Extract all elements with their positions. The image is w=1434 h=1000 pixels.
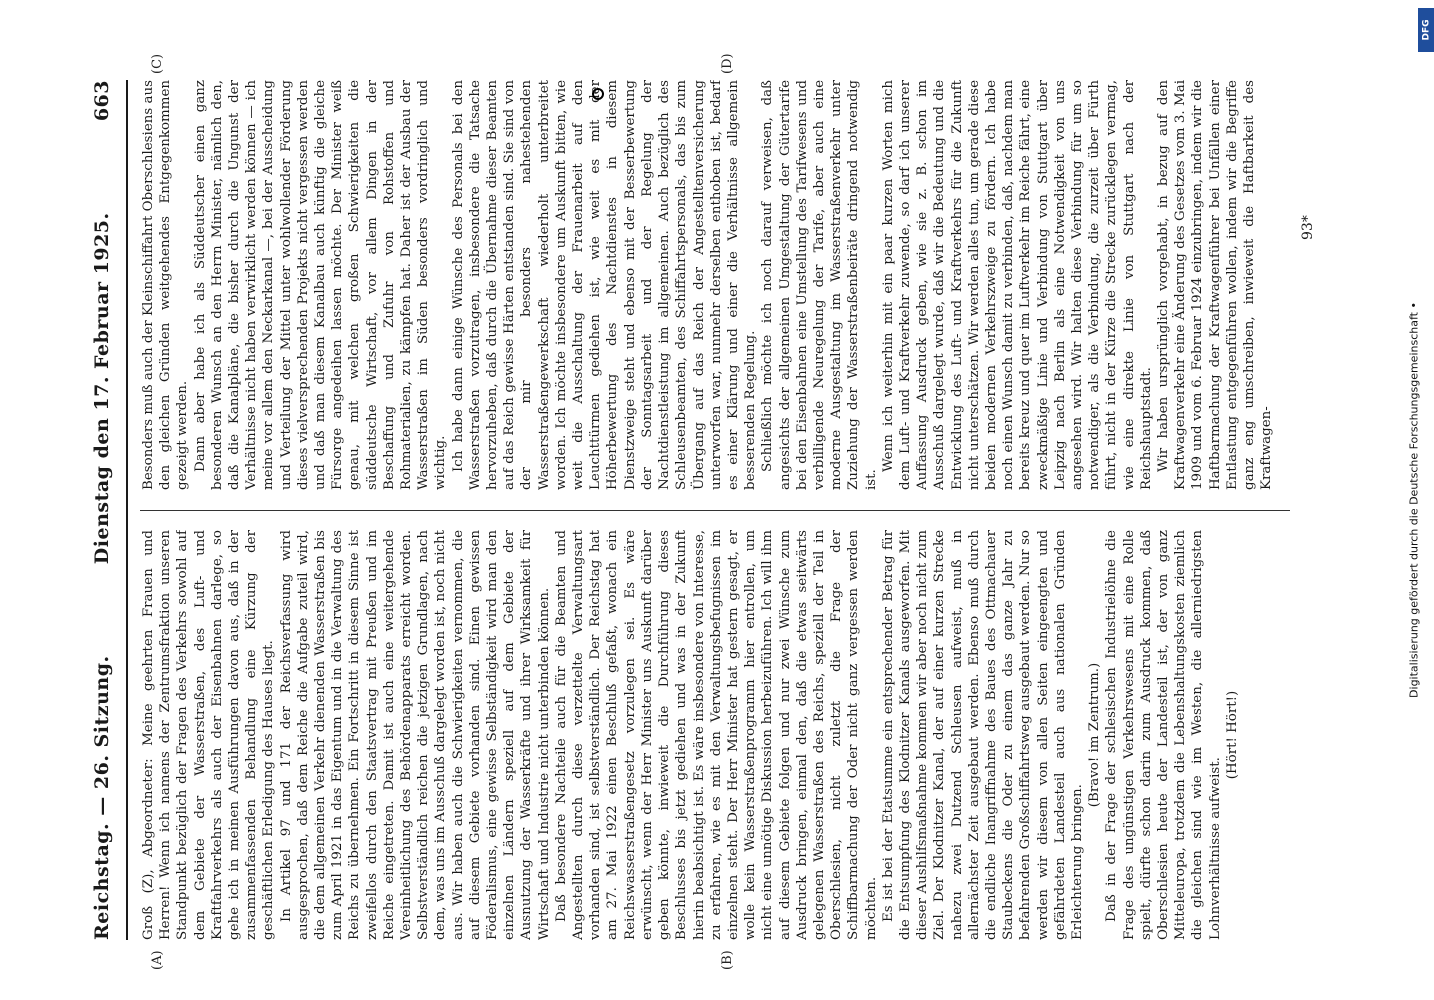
rotated-page-content (80, 53, 1340, 970)
margin-letter-b: (B) (720, 950, 735, 970)
paragraph: Wenn ich weiterhin mit ein paar kurzen Worten mich dem Luft- und Kraftverkehr zuwende, so darf ich unserer Auffassung Ausdruck geben, wie sie z. B. schon im Ausschuß dargelegt wurde, daß wir die Bedeutung und die Entwicklung des Luft- und Kraftverkehrs für die Zukunft nicht unterschätzen. Wir werden alles tun, um gerade diese beiden modernen Verkehrszweige zu fördern. Ich habe noch einen Wunsch damit zu verbinden, daß, nachdem man bereits kreuz und quer im Luftverkehr im Reiche fährt, eine zweckmäßige Linie und Verbindung von Stuttgart über Leipzig nach Berlin als eine Notwendigkeit von uns angesehen wird. Wir halten diese Verbindung für um so notwendiger, als die Verbindung, die zurzeit über Fürth führt, nicht in der Kürze die Strecke zurücklegen vermag, wie eine direkte Linie von Stuttgart nach der Reichshauptstadt. (880, 80, 1154, 490)
paragraph: Daß besondere Nachteile auch für die Beamten und Angestellten durch diese verzettelte Verwaltungsart vorhanden sind, ist selbstverständlich. Der Reichstag hat am 27. Mai 1922 einen Beschluß gefaßt, wonach ein Reichswasserstraßengesetz vorzulegen sei. Es wäre erwünscht, wenn der Herr Minister uns Auskunft darüber geben könnte, inwieweit die Durchführung dieses Beschlusses bis jetzt gediehen und was in der Zukunft hierin beabsichtigt ist. Es wäre insbesondere von Interesse, zu erfahren, wie es mit den Verwaltungsbefugnissen im einzelnen steht. Der Herr Minister hat gestern gesagt, er wolle kein Wasserstraßenprogramm hier entrollen, um nicht eine unnötige Diskussion herbeizuführen. Ich will ihm auf diesem Gebiete folgen und nur zwei Wünsche zum Ausdruck bringen, einmal den, daß die etwas seitwärts gelegenen Wasserstraßen des Reichs, speziell der Teil in Oberschlesien, nicht zuletzt die Frage der Schiffbarmachung der Oder nicht ganz vergessen werden möchten. (553, 530, 879, 940)
paragraph: Dann aber habe ich als Süddeutscher einen ganz besonderen Wunsch an den Herrn Minister, nämlich den, daß die Kanalpläne, die bisher durch die Ungunst der Verhältnisse nicht haben verwirklicht werden können — ich meine vor allem den Neckarkanal —, bei der Ausscheidung und Verteilung der Mittel unter wohlwollender Förderung dieses vielversprechenden Projekts nicht vergessen werden und daß man diesem Kanalbau auch künftig die gleiche Fürsorge angedeihen lassen möchte. Der Minister weiß genau, mit welchen großen Schwierigkeiten die süddeutsche Wirtschaft, vor allem Dingen in der Beschaffung und Zufuhr von Rohstoffen und Rohmaterialien, zu kämpfen hat. Daher ist der Ausbau der Wasserstraßen im Süden besonders vordringlich und wichtig. (192, 80, 449, 490)
paragraph: Besonders muß auch der Kleinschiffahrt Oberschlesiens aus den gleichen Gründen weitgehendes Entgegenkommen gezeigt werden. (141, 80, 191, 490)
margin-mark (592, 88, 604, 100)
paragraph: In Artikel 97 und 171 der Reichsverfassung wird ausgesprochen, daß dem Reiche die Aufgabe zuteil wird, die dem allgemeinen Verkehr dienenden Wasserstraßen bis zum April 1921 in das Eigentum und in die Verwaltung des Reichs zu übernehmen. Ein Fortschritt in diesem Sinne ist zweifellos durch den Staatsvertrag mit Preußen und im Reiche eingetreten. Damit ist auch eine weitergehende Vereinheitlichung des Behördenapparats erreicht worden. Selbstverständlich reichen die jetzigen Grundlagen, nach dem, was uns im Ausschuß dargelegt worden ist, noch nicht aus. Wir haben auch die Schwierigkeiten vernommen, die auf diesem Gebiete vorhanden sind. Einen gewissen Föderalismus, eine gewisse Selbständigkeit wird man den einzelnen Ländern speziell auf dem Gebiete der Ausnutzung der Wasserkräfte und ihrer Wirksamkeit für Wirtschaft und Industrie nicht unterbinden können. (278, 530, 552, 940)
paragraph: Ich habe dann einige Wünsche des Personals bei den Wasserstraßen vorzutragen, insbesondere die Tatsache hervorzuheben, daß durch die Übernahme dieser Beamten auf das Reich gewisse Härten entstanden sind. Sie sind von der mir besonders nahestehenden Wasserstraßengewerkschaft wiederholt unterbreitet worden. Ich möchte insbesondere um Auskunft bitten, wie weit die Ausschaltung der Frauenarbeit auf den Leuchttürmen gediehen ist, wie weit es mit der Höherbewertung des Nachtdienstes in diesem Dienstzweige steht und ebenso mit der Besserbewertung der Sonntagsarbeit und der Regelung der Nachtdienstleistung im allgemeinen. Auch bezüglich des Schleusenbeamten, des Schiffahrtspersonals, das bis zum Übergang auf das Reich der Angestelltenversicherung unterworfen war, nunmehr derselben enthoben ist, bedarf es einer Klärung und einer die Verhältnisse allgemein besserenden Regelung. (450, 80, 759, 490)
header-center: Dienstag den 17. Februar 1925. (91, 212, 113, 565)
column-divider (140, 510, 1290, 511)
paragraph: Es ist bei der Etatsumme ein entsprechender Betrag für die Entsumpfung des Klodnitzer Kanals ausgeworfen. Mit dieser Aushilfsmaßnahme kommen wir aber noch nicht zum Ziel. Der Klodnitzer Kanal, der auf einer kurzen Strecke nahezu zwei Dutzend Schleusen aufweist, muß in allernächster Zeit ausgebaut werden. Ebenso muß durch die endliche Inangriffnahme des Baues des Ottmachauer Staubeckens die Oder zu einem das ganze Jahr zu befahrenden Großschiffahrtsweg ausgebaut werden. Nur so werden wir diesem von allen Seiten eingeengten und gefährdeten Landesteil auch aus nationalen Gründen Erleichterung bringen. (880, 530, 1085, 940)
page-header (80, 80, 124, 940)
paragraph: Wir haben ursprünglich vorgehabt, in bezug auf den Kraftwagenverkehr eine Änderung des Gesetzes vom 3. Mai 1909 und vom 6. Februar 1924 einzubringen, indem wir die Haftbarmachung der Kraftwagenführer bei Unfällen einer Entlastung entgegenführen wollen, indem wir die Begriffe ganz eng umschreiben, inwieweit die Haftbarkeit des Kraftwagen- (1155, 80, 1275, 490)
dfg-logo-text: DFG (1421, 19, 1432, 41)
left-column (140, 530, 1290, 940)
margin-letter-c: (C) (150, 53, 165, 74)
margin-letter-d: (D) (720, 53, 735, 74)
paragraph: Schließlich möchte ich noch darauf verweisen, daß angesichts der allgemeinen Umgestaltung der Gütertarife bei den Eisenbahnen eine Umstellung des Tarifwesens und verbilligende Neuregelung der Tarife, aber auch eine moderne Ausgestaltung im Wasserstraßenverkehr unter Zuziehung der Wasserstraßenbeiräte dringend notwendig ist. (760, 80, 879, 490)
dfg-logo (1418, 8, 1434, 52)
digitization-credit: Digitalisierung gefördert durch die Deutsche Forschungsgemeinschaft • (1407, 302, 1421, 698)
header-rule (126, 80, 128, 940)
interjection: (Bravo! im Zentrum.) (1087, 662, 1103, 808)
interjection: (Hört! Hört!) (1224, 690, 1240, 780)
paragraph: Daß in der Frage der schlesischen Industrielöhne die Frage des ungünstigen Verkehrswesens mit eine Rolle spielt, dürfte schon darin zum Ausdruck kommen, daß Oberschlesien heute der Landesteil ist, der von ganz Mitteleuropa, trotzdem die Lebenshaltungskosten ziemlich die gleichen sind wie im Westen, die allerniedrigsten Lohnverhältnisse aufweist. (1104, 530, 1223, 940)
footnote-signature: 93* (1300, 215, 1316, 240)
paragraph: Groß (Z), Abgeordneter: Meine geehrten Frauen und Herren! Wenn ich namens der Zentrumsfraktion unseren Standpunkt bezüglich der Fragen des Verkehrs sowohl auf dem Gebiete der Wasserstraßen, des Luft- und Kraftfahrverkehrs als auch der Eisenbahnen darlege, so gehe ich in meinen Ausführungen davon aus, daß in der zusammenfassenden Behandlung eine Kürzung der geschäftlichen Erledigung des Hauses liegt. (141, 530, 277, 940)
header-page-number: 663 (91, 80, 113, 122)
header-left: Reichstag. — 26. Sitzung. (91, 655, 113, 940)
margin-letter-a: (A) (150, 950, 165, 970)
right-column (140, 80, 1290, 490)
